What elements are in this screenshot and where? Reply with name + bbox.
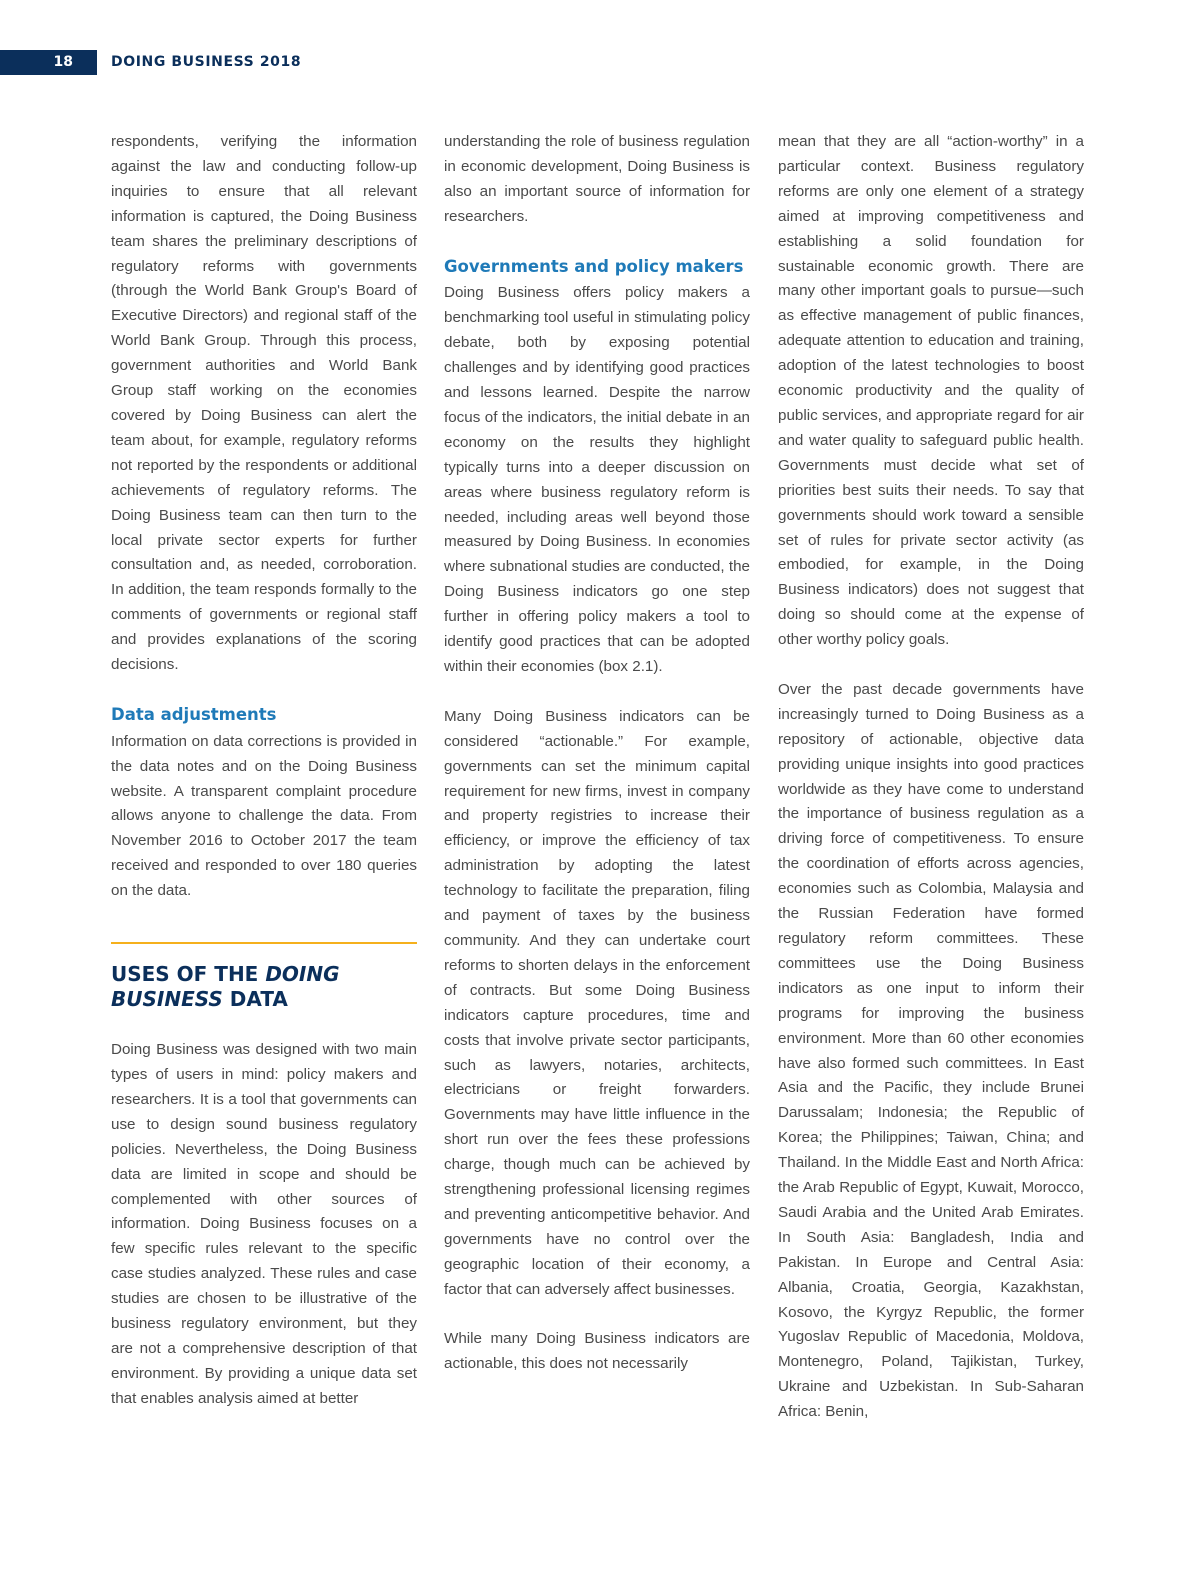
paragraph: respondents, verifying the information against the law and conducting follow-up inquiries to ensure that all relevant information is captured, the Doing Business team shares the preliminary descriptions of regulatory reforms with governments (through the World Bank Group's Board of Executive Directors) and regional staff of the World Bank Group. Through this process, government authorities and World Bank Group staff working on the economies covered by Doing Business can alert the team about, for example, regulatory reforms not reported by the respondents or additional achievements of regulatory reforms. The Doing Business team can then turn to the local private sector experts for further consultation and, as needed, corroboration. In addition, the team responds formally to the comments of governments or regional staff and provides explanations of the scoring decisions. [111,133,417,674]
paragraph: understanding the role of business regulation in economic development, Doing Business is also an important source of information for researchers. [444,133,750,225]
paragraph: Doing Business was designed with two main types of users in mind: policy makers and researchers. It is a tool that governments can use to design sound business regulatory policies. Nevertheless, the Doing Business data are limited in scope and should be complemented with other sources of information. Doing Business focuses on a few specific rules relevant to the specific case studies analyzed. These rules and case studies are chosen to be illustrative of the business regulatory environment, but they are not a comprehensive description of that environment. By providing a unique data set that enables analysis aimed at better [111,1041,417,1407]
page-number: 18 [0,50,97,75]
subheading-data-adjustments: Data adjustments [111,704,277,724]
paragraph: Information on data corrections is provided in the data notes and on the Doing Business website. A transparent complaint procedure allows anyone to challenge the data. From November 2016 to October 2017 the team received and responded to over 180 queries on the data. [111,732,417,900]
paragraph: While many Doing Business indicators are actionable, this does not necessarily [444,1330,750,1373]
section-divider [111,942,417,944]
column-2 [444,130,750,1377]
column-1 [111,130,417,1412]
subheading-governments-policy-makers: Governments and policy makers [444,256,744,276]
paragraph: Doing Business offers policy makers a benchmarking tool useful in stimulating policy debate, both by exposing potential challenges and by identifying good practices and lessons learned. Despite the narrow focus of the indicators, the initial debate in an economy on the results they highlight typically turns into a deeper discussion on areas where business regulatory reform is needed, including areas well beyond those measured by Doing Business. In economies where subnational studies are conducted, the Doing Business indicators go one step further in offering policy makers a tool to identify good practices that can be adopted within their economies (box 2.1). [444,284,750,676]
paragraph: Over the past decade governments have increasingly turned to Doing Business as a repository of actionable, objective data providing unique insights into good practices worldwide as they have come to understand the importance of business regulation as a driving force of competitiveness. To ensure the coordination of efforts across agencies, economies such as Colombia, Malaysia and the Russian Federation have formed regulatory reform committees. These committees use the Doing Business indicators as one input to inform their programs for improving the business environment. More than 60 other economies have also formed such committees. In East Asia and the Pacific, they include Brunei Darussalam; Indonesia; the Republic of Korea; the Philippines; Taiwan, China; and Thailand. In the Middle East and North Africa: the Arab Republic of Egypt, Kuwait, Morocco, Saudi Arabia and the United Arab Emirates. In South Asia: Bangladesh, India and Pakistan. In Europe and Central Asia: Albania, Croatia, Georgia, Kazakhstan, Kosovo, the Kyrgyz Republic, the former Yugoslav Republic of Macedonia, Moldova, Montenegro, Poland, Tajikistan, Turkey, Ukraine and Uzbekistan. In Sub-Saharan Africa: Benin, [778,680,1084,1421]
paragraph: Many Doing Business indicators can be considered “actionable.” For example, governments can set the minimum capital requirement for new firms, invest in company and property registries to increase their efficiency, or improve the efficiency of tax administration by adopting the latest technology to facilitate the preparation, filing and payment of taxes by the business community. And they can undertake court reforms to shorten delays in the enforcement of contracts. But some Doing Business indicators capture procedures, time and costs that involve private sector participants, such as lawyers, notaries, architects, electricians or freight forwarders. Governments may have little influence in the short run over the fees these professions charge, though much can be achieved by strengthening professional licensing regimes and preventing anticompetitive behavior. And governments have no control over the geographic location of their economy, a factor that can adversely affect businesses. [444,707,750,1298]
column-3 [778,130,1084,1425]
running-title: DOING BUSINESS 2018 [111,54,302,70]
paragraph: mean that they are all “action-worthy” in a particular context. Business regulatory reforms are only one element of a strategy aimed at improving competitiveness and establishing a solid foundation for sustainable economic growth. There are many other important goals to pursue—such as effective management of public finances, adequate attention to education and training, adoption of the latest technologies to boost economic productivity and the quality of public services, and appropriate regard for air and water quality to safeguard public health. Governments must decide what set of priorities best suits their needs. To say that governments should work toward a sensible set of rules for private sector activity (as embodied, for example, in the Doing Business indicators) does not suggest that doing so should come at the expense of other worthy policy goals. [778,133,1084,649]
section-title: USES OF THE DOING BUSINESS DATA [111,962,340,1012]
